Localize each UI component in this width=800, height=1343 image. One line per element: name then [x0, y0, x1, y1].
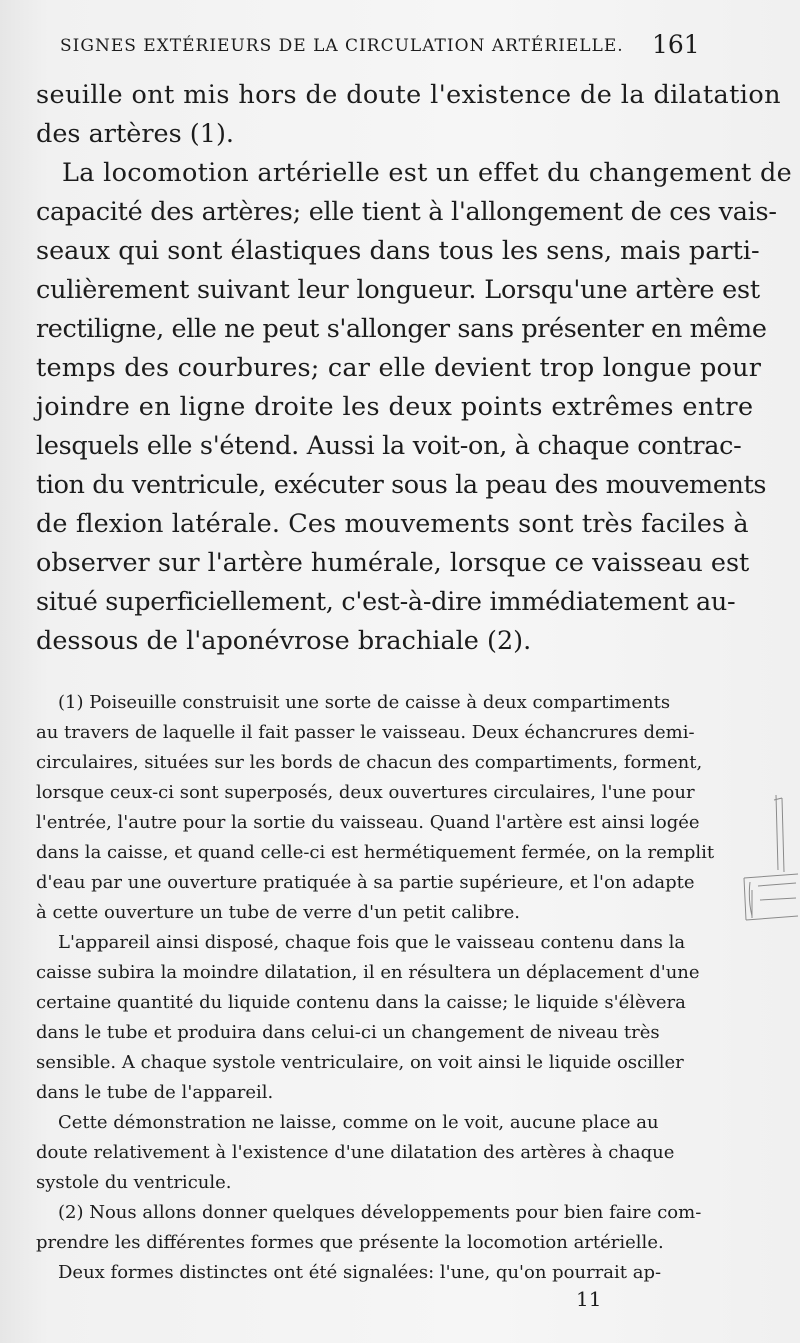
footnote-line: Deux formes distinctes ont été signalées: l'une, qu'on pourrait ap-	[58, 1262, 662, 1283]
footnote-line: d'eau par une ouverture pratiquée à sa partie supérieure, et l'on adapte	[36, 872, 695, 893]
body-text	[36, 76, 793, 661]
footnote-line: l'entrée, l'autre pour la sortie du vaisseau. Quand l'artère est ainsi logée	[36, 812, 700, 833]
footnote-line: (2) Nous allons donner quelques développements pour bien faire com-	[58, 1202, 702, 1223]
body-line: temps des courbures; car elle devient trop longue pour	[36, 353, 762, 383]
pencil-sketch-icon	[738, 790, 800, 940]
body-line: seaux qui sont élastiques dans tous les sens, mais parti-	[36, 236, 760, 266]
footnote-line: Cette démonstration ne laisse, comme on le voit, aucune place au	[58, 1112, 659, 1133]
footnote-line: au travers de laquelle il fait passer le vaisseau. Deux échancrures demi-	[36, 722, 695, 743]
footnote-line: lorsque ceux-ci sont superposés, deux ouvertures circulaires, l'une pour	[36, 782, 695, 803]
signature-mark: 11	[576, 1287, 602, 1311]
footnote-line: systole du ventricule.	[36, 1172, 232, 1193]
footnote-line: (1) Poiseuille construisit une sorte de caisse à deux compartiments	[58, 692, 671, 713]
footnote-line: circulaires, situées sur les bords de chacun des compartiments, forment,	[36, 752, 703, 773]
body-line: joindre en ligne droite les deux points extrêmes entre	[36, 392, 754, 422]
body-line: tion du ventricule, exécuter sous la peau des mouvements	[36, 470, 767, 500]
body-line: La locomotion artérielle est un effet du changement de	[62, 158, 793, 188]
body-line: culièrement suivant leur longueur. Lorsqu'une artère est	[36, 275, 760, 305]
body-line: lesquels elle s'étend. Aussi la voit-on, à chaque contrac-	[36, 431, 742, 461]
body-line: dessous de l'aponévrose brachiale (2).	[36, 626, 532, 656]
footnote-line: dans la caisse, et quand celle-ci est hermétiquement fermée, on la remplit	[36, 842, 715, 863]
body-line: observer sur l'artère humérale, lorsque ce vaisseau est	[36, 548, 750, 578]
footnote-line: certaine quantité du liquide contenu dans la caisse; le liquide s'élèvera	[36, 992, 686, 1013]
footnote-line: L'appareil ainsi disposé, chaque fois que le vaisseau contenu dans la	[58, 932, 686, 953]
footnote-line: doute relativement à l'existence d'une dilatation des artères à chaque	[36, 1142, 675, 1163]
running-title: SIGNES EXTÉRIEURS DE LA CIRCULATION ARTÉRIELLE.	[60, 36, 624, 56]
footnote-line: dans le tube et produira dans celui-ci un changement de niveau très	[36, 1022, 660, 1043]
body-line: capacité des artères; elle tient à l'allongement de ces vais-	[36, 197, 777, 227]
footnote-line: prendre les différentes formes que présente la locomotion artérielle.	[36, 1232, 664, 1253]
body-line: rectiligne, elle ne peut s'allonger sans présenter en même	[36, 314, 767, 344]
body-line: de flexion latérale. Ces mouvements sont très faciles à	[36, 509, 749, 539]
footnotes	[36, 688, 716, 1288]
body-line: des artères (1).	[36, 119, 235, 149]
footnote-line: sensible. A chaque systole ventriculaire, on voit ainsi le liquide osciller	[36, 1052, 684, 1073]
page-number: 161	[652, 30, 700, 59]
footnote-line: dans le tube de l'appareil.	[36, 1082, 274, 1103]
body-line: situé superficiellement, c'est-à-dire immédiatement au-	[36, 587, 736, 617]
body-line: seuille ont mis hors de doute l'existence de la dilatation	[36, 80, 781, 110]
footnote-line: caisse subira la moindre dilatation, il en résultera un déplacement d'une	[36, 962, 700, 983]
footnote-line: à cette ouverture un tube de verre d'un petit calibre.	[36, 902, 520, 923]
